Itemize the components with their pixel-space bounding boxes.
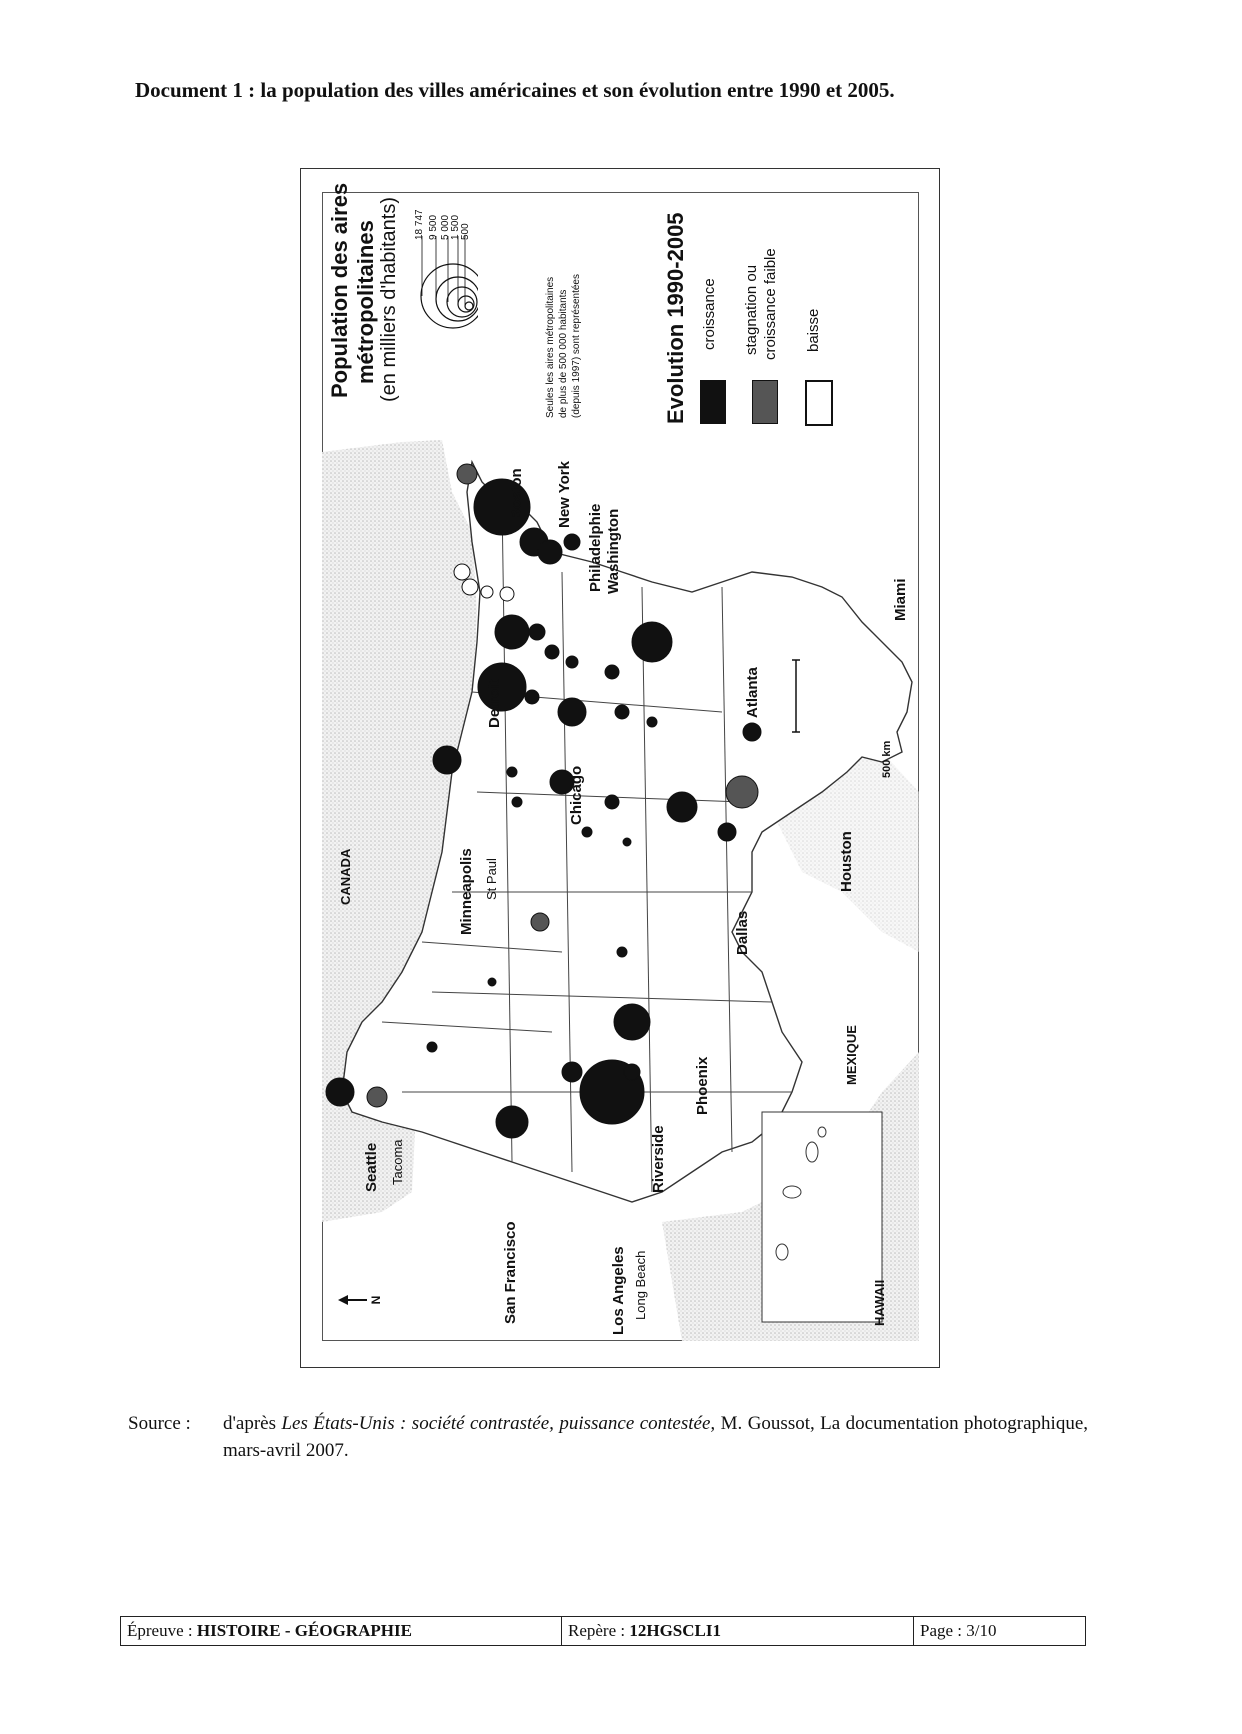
city-label-miami: Miami xyxy=(892,578,909,621)
footer-epreuve: Épreuve : HISTOIRE - GÉOGRAPHIE xyxy=(121,1617,562,1645)
city-label-philadelphie: Philadelphie xyxy=(587,503,604,592)
city-label-dallas: Dallas xyxy=(734,910,751,955)
svg-text:N: N xyxy=(369,1295,383,1305)
city-label-san-francisco: San Francisco xyxy=(502,1221,519,1324)
city-label-new-york: New York xyxy=(556,461,573,528)
city-label-detroit: Detroit xyxy=(486,679,503,728)
legend-population-title-3: (en milliers d'habitants) xyxy=(378,196,400,402)
hawaii-inset xyxy=(762,1112,882,1322)
legend-note-1: Seules les aires métropolitaines xyxy=(545,276,556,418)
document-title: Document 1 : la population des villes américaines et son évolution entre 1990 et 2005. xyxy=(135,78,895,102)
city-label-riverside: Riverside xyxy=(650,1125,667,1193)
city-label-atlanta: Atlanta xyxy=(744,667,761,718)
source-text xyxy=(223,1410,1088,1464)
legend-label-stagnation-2: croissance faible xyxy=(762,248,779,360)
legend-label-croissance: croissance xyxy=(701,278,718,350)
footer-repere: Repère : 12HGSCLI1 xyxy=(562,1617,914,1645)
country-label-canada: CANADA xyxy=(338,848,353,905)
legend-swatch-croissance xyxy=(700,380,726,424)
legend-label-baisse: baisse xyxy=(805,308,822,352)
scale-label: 500 km xyxy=(881,740,893,778)
footer-page: Page : 3/10 xyxy=(920,1621,997,1640)
city-label-houston: Houston xyxy=(838,831,855,892)
city-label-los-angeles: Los Angeles xyxy=(610,1246,627,1335)
city-label-chicago: Chicago xyxy=(568,765,585,825)
legend-population-title-1: Population des aires xyxy=(327,182,352,398)
us-map xyxy=(322,192,919,1341)
legend-swatch-baisse xyxy=(805,380,833,426)
size-value-5: 500 xyxy=(460,223,471,240)
source-prefix: d'après xyxy=(223,1413,277,1434)
legend-population-title-2: métropolitaines xyxy=(353,220,378,384)
size-value-4: 1 500 xyxy=(450,214,461,240)
city-label-tacoma: Tacoma xyxy=(390,1139,405,1185)
source-label: Source : xyxy=(128,1413,191,1434)
city-label-seattle: Seattle xyxy=(363,1142,380,1192)
country-label-hawaii: HAWAII xyxy=(872,1279,887,1326)
legend-note-3: (depuis 1997) sont représentées xyxy=(571,274,582,418)
source-book-title: Les États-Unis : société contrastée, puissance contestée, xyxy=(281,1413,716,1434)
source-rest: M. Goussot, La documentation photographique, mars-avril 2007. xyxy=(223,1413,1089,1461)
city-label-boston: Boston xyxy=(508,468,525,520)
legend-label-stagnation-1: stagnation ou xyxy=(743,264,760,355)
city-label-phoenix: Phoenix xyxy=(694,1056,711,1115)
city-label-washington: Washington xyxy=(605,508,622,594)
city-label-minneapolis: Minneapolis xyxy=(458,848,475,935)
footer-table xyxy=(120,1616,1086,1646)
city-label-st-paul: St Paul xyxy=(484,858,499,900)
legend-swatch-stagnation xyxy=(752,380,778,424)
legend-note-2: de plus de 500 000 habitants xyxy=(558,289,569,418)
size-value-2: 9 500 xyxy=(428,214,439,240)
legend-evolution-title: Evolution 1990-2005 xyxy=(663,212,688,424)
size-value-1: 18 747 xyxy=(414,209,425,240)
city-label-long-beach: Long Beach xyxy=(633,1250,648,1320)
size-value-3: 5 000 xyxy=(440,214,451,240)
country-label-mexique: MEXIQUE xyxy=(844,1025,859,1085)
